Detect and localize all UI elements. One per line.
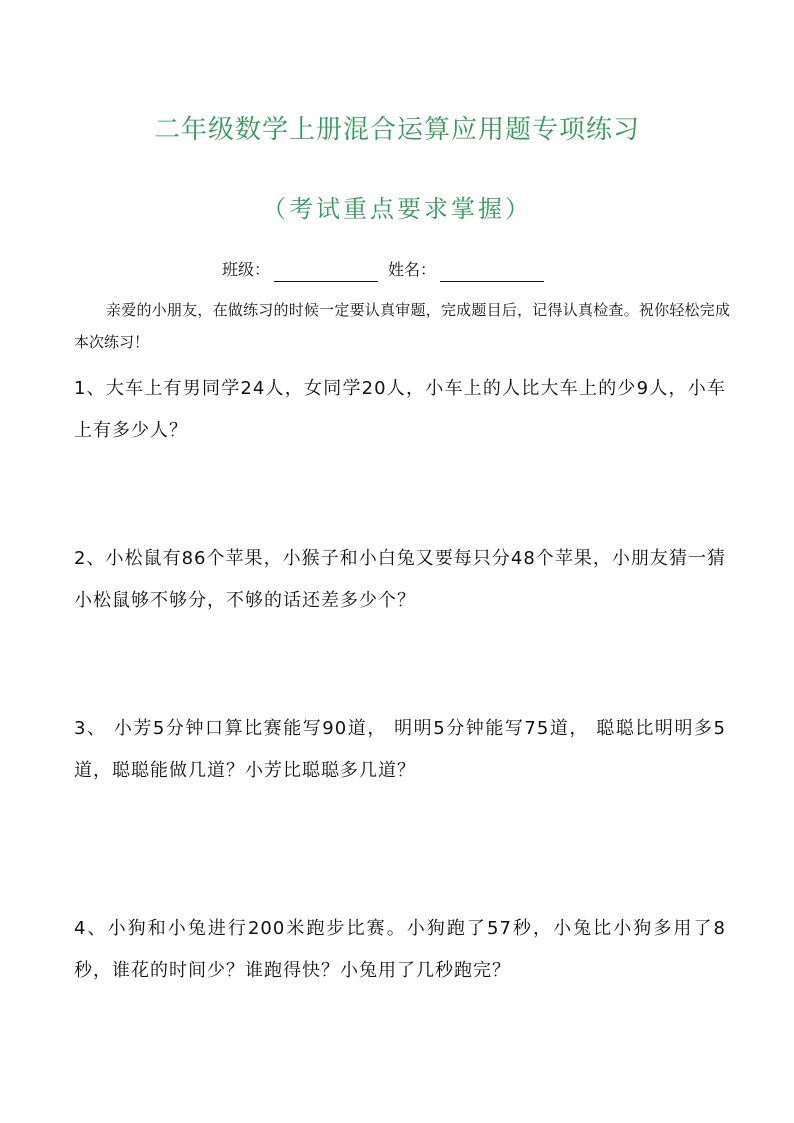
name-label: 姓名： <box>388 260 437 279</box>
student-info-line <box>222 256 554 282</box>
instructions-paragraph: 亲爱的小朋友，在做练习的时候一定要认真审题，完成题目后，记得认真检查。祝你轻松完成本次练习！ <box>74 301 730 351</box>
problem-1: 1、大车上有男同学24人，女同学20人，小车上的人比大车上的少9人，小车上有多少人？ <box>74 378 726 441</box>
class-blank[interactable] <box>274 261 378 282</box>
class-label: 班级： <box>222 260 271 279</box>
worksheet-subtitle: （考试重点要求掌握） <box>262 195 532 223</box>
problem-3: 3、 小芳5分钟口算比赛能写90道， 明明5分钟能写75道， 聪聪比明明多5道，聪聪能做几道？小芳比聪聪多几道？ <box>74 718 726 781</box>
worksheet-title: 二年级数学上册混合运算应用题专项练习 <box>153 115 640 145</box>
problem-4: 4、小狗和小兔进行200米跑步比赛。小狗跑了57秒，小兔比小狗多用了8秒，谁花的时间少？谁跑得快？小兔用了几秒跑完？ <box>74 918 726 981</box>
problem-2: 2、小松鼠有86个苹果，小猴子和小白兔又要每只分48个苹果，小朋友猜一猜小松鼠够不够分，不够的话还差多少个？ <box>74 548 726 611</box>
name-blank[interactable] <box>440 261 544 282</box>
